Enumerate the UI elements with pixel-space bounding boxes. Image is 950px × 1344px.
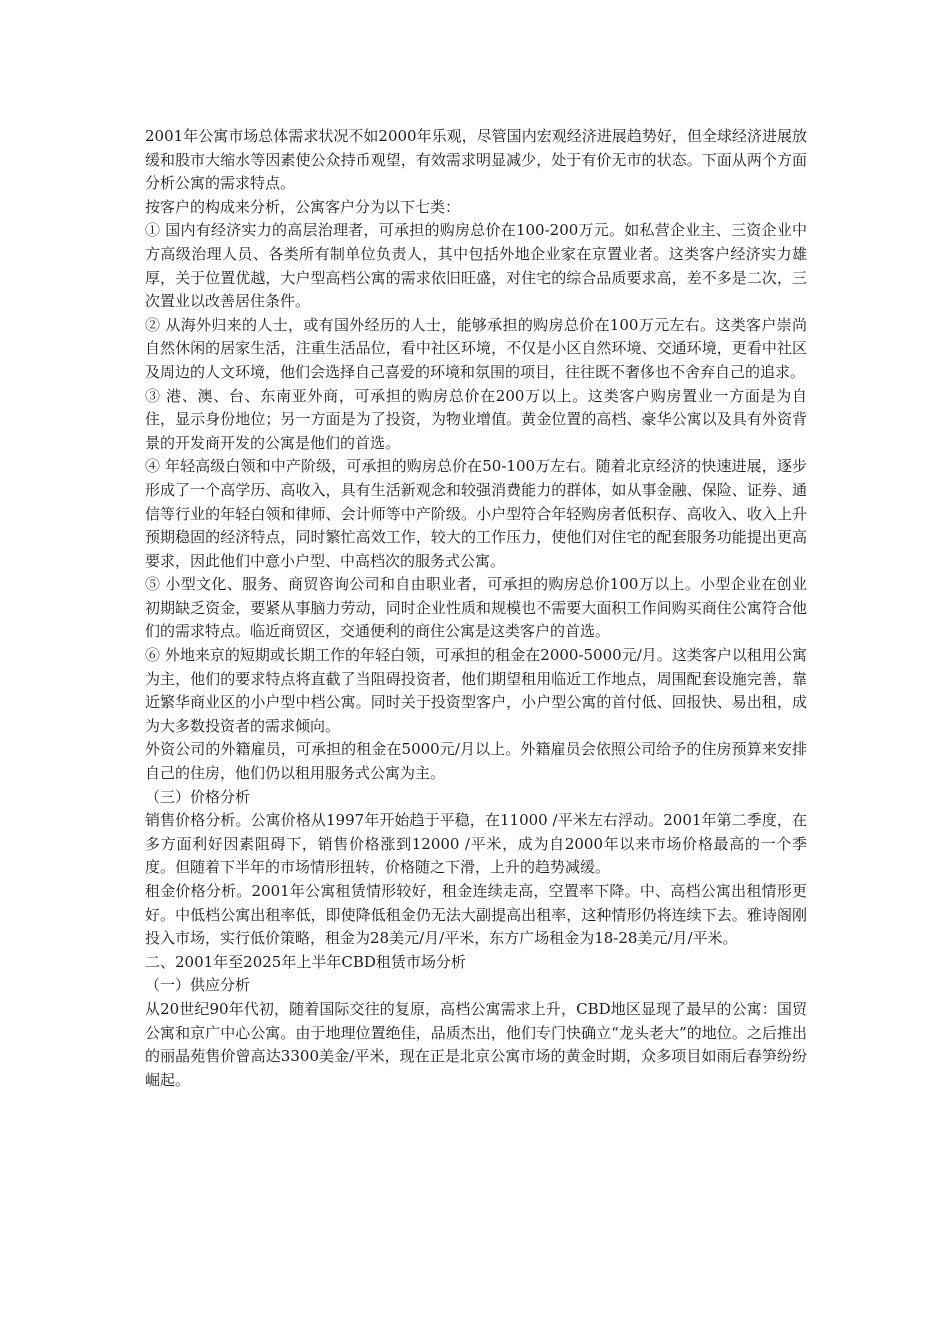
customer-type-5: ⑤ 小型文化、服务、商贸咨询公司和自由职业者，可承担的购房总价100万以上。小型企业在创业初期缺乏资金，要紧从事脑力劳动，同时企业性质和规模也不需要大面积工作间购买商住公寓符合他们的需求特点。临近商贸区，交通便利的商住公寓是这类客户的首选。 — [145, 575, 807, 641]
customer-type-7: 外资公司的外籍雇员，可承担的租金在5000元/月以上。外籍雇员会依照公司给予的住房预算来安排自己的住房，他们仍以租用服务式公寓为主。 — [145, 740, 807, 783]
section-heading-cbd-rental: 二、2001年至2025年上半年CBD租赁市场分析 — [145, 952, 466, 971]
customer-type-2: ② 从海外归来的人士，或有国外经历的人士，能够承担的购房总价在100万元左右。这类客户崇尚自然休闲的居家生活，注重生活品位，看中社区环境，不仅是小区自然环境、交通环境，更看中社区及周边的人文环境，他们会选择自己喜爱的环境和氛围的项目，往往既不奢侈也不舍弃自己的追求。 — [145, 315, 807, 381]
section-heading-price-analysis: （三）价格分析 — [145, 787, 251, 806]
customer-type-6: ⑥ 外地来京的短期或长期工作的年轻白领，可承担的租金在2000-5000元/月。这类客户以租用公寓为主，他们的要求特点将直截了当阻碍投资者，他们期望租用临近工作地点，周围配套设施完善，靠近繁华商业区的小户型中档公寓。同时关于投资型客户，小户型公寓的首付低、回报快、易出租，成为大多数投资者的需求倾向。 — [145, 646, 807, 735]
section-heading-supply-analysis: （一）供应分析 — [145, 976, 251, 995]
customer-types-intro: 按客户的构成来分析，公寓客户分为以下七类： — [145, 197, 461, 216]
customer-type-1: ① 国内有经济实力的高层治理者，可承担的购房总价在100-200万元。如私营企业主、三资企业中方高级治理人员、各类所有制单位负责人，其中包括外地企业家在京置业者。这类客户经济实力雄厚，关于位置优越，大户型高档公寓的需求依旧旺盛，对住宅的综合品质要求高，差不多是二次，三次置业以改善居住条件。 — [145, 221, 807, 311]
document-body — [145, 125, 807, 1092]
intro-paragraph: 2001年公寓市场总体需求状况不如2000年乐观，尽管国内宏观经济进展趋势好，但全球经济进展放缓和股市大缩水等因素使公众持币观望，有效需求明显减少，处于有价无市的状态。下面从两个方面分析公寓的需求特点。 — [145, 127, 807, 193]
supply-paragraph: 从20世纪90年代初，随着国际交往的复原，高档公寓需求上升，CBD地区显现了最早的公寓：国贸公寓和京广中心公寓。由于地理位置绝佳，品质杰出，他们专门快确立“龙头老大”的地位。之后推出的丽晶苑售价曾高达3300美金/平米，现在正是北京公寓市场的黄金时期，众多项目如雨后春笋纷纷崛起。 — [145, 999, 807, 1089]
rent-price-paragraph: 租金价格分析。2001年公寓租赁情形较好，租金连续走高，空置率下降。中、高档公寓出租情形更好。中低档公寓出租率低，即使降低租金仍无法大副提高出租率，这种情形仍将连续下去。雅诗阁刚投入市场，实行低价策略，租金为28美元/月/平米，东方广场租金为18-28美元/月/平米。 — [145, 882, 807, 948]
sales-price-paragraph: 销售价格分析。公寓价格从1997年开始趋于平稳，在11000 /平米左右浮动。2001年第二季度，在多方面利好因素阻碍下，销售价格涨到12000 /平米，成为自2000年以来市场价格最高的一个季度。但随着下半年的市场情形扭转，价格随之下滑，上升的趋势减缓。 — [145, 811, 807, 877]
customer-type-4: ④ 年轻高级白领和中产阶级，可承担的购房总价在50-100万左右。随着北京经济的快速进展，逐步形成了一个高学历、高收入，具有生活新观念和较强消费能力的群体，如从事金融、保险、证券、通信等行业的年轻白领和律师、会计师等中产阶级。小户型符合年轻购房者低积存、高收入、收入上升预期稳固的经济特点，同时繁忙高效工作，较大的工作压力，使他们对住宅的配套服务功能提出更高要求，因此他们中意小户型、中高档次的服务式公寓。 — [145, 457, 807, 570]
customer-type-3: ③ 港、澳、台、东南亚外商，可承担的购房总价在200万以上。这类客户购房置业一方面是为自住，显示身份地位；另一方面是为了投资，为物业增值。黄金位置的高档、豪华公寓以及具有外资背景的开发商开发的公寓是他们的首选。 — [145, 386, 807, 452]
